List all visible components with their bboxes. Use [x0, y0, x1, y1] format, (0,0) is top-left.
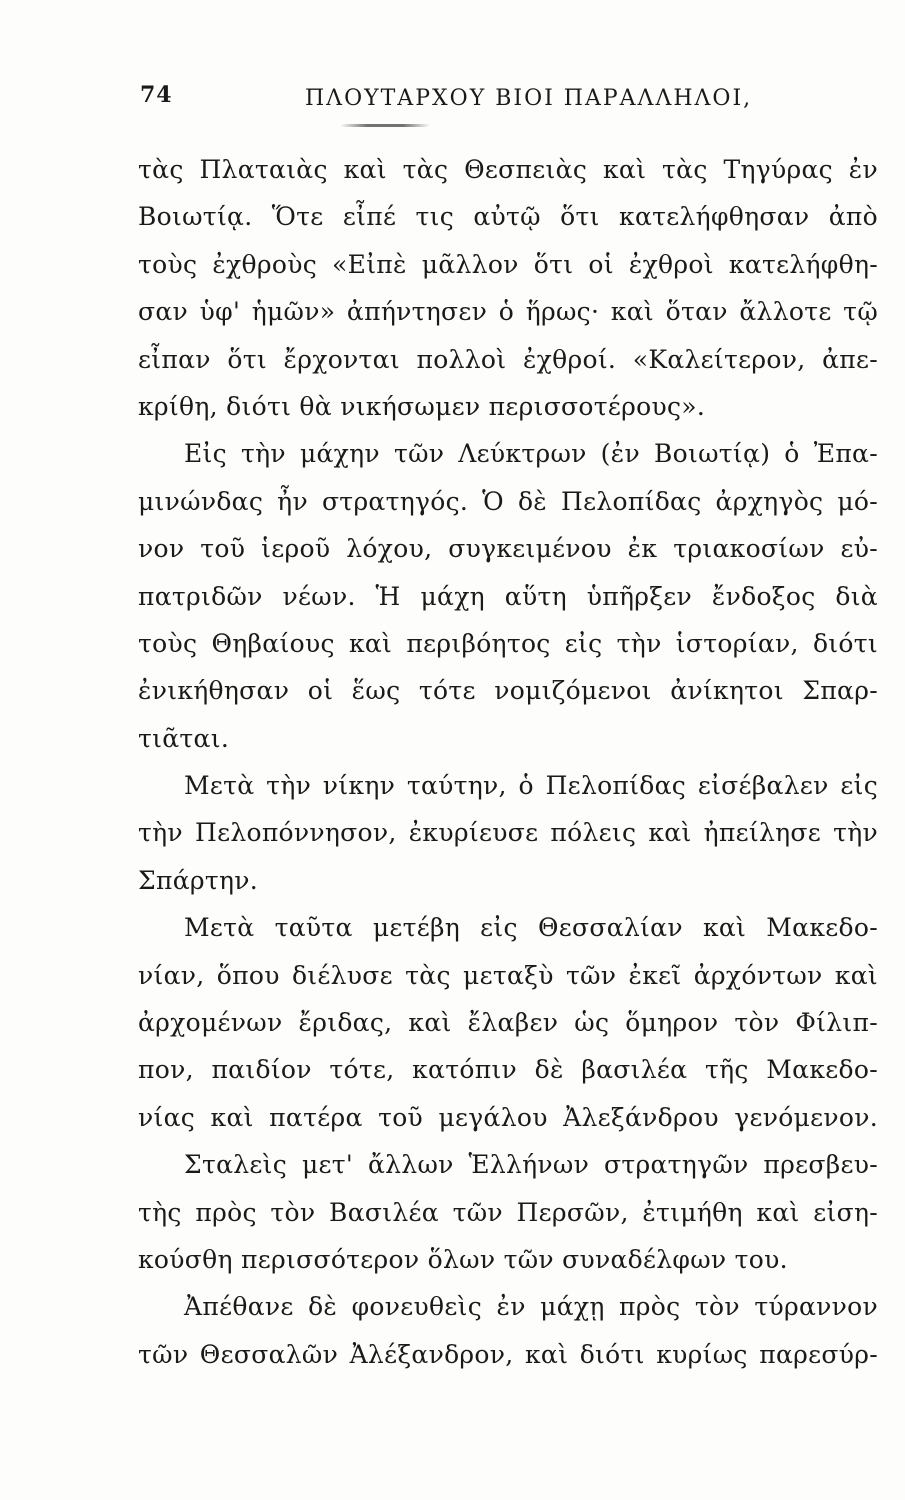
text-line: νον τοῦ ἱεροῦ λόχου, συγκειμένου ἐκ τριακοσίων εὐ-	[138, 534, 878, 564]
text-line: Ἀπέθανε δὲ φονευθεὶς ἐν μάχῃ πρὸς τὸν τύραννον	[184, 1292, 878, 1322]
running-title: ΠΛΟΥΤΑΡΧΟΥ ΒΙΟΙ ΠΑΡΑΛΛΗΛΟΙ,	[305, 86, 753, 111]
text-line: τῶν Θεσσαλῶν Ἀλέξανδρον, καὶ διότι κυρίως παρεσύρ-	[138, 1339, 878, 1369]
text-line: πον, παιδίον τότε, κατόπιν δὲ βασιλέα τῆς Μακεδο-	[138, 1055, 878, 1085]
text-line: τοὺς Θηβαίους καὶ περιβόητος εἰς τὴν ἱστορίαν, διότι	[138, 628, 878, 658]
text-line: Μετὰ ταῦτα μετέβη εἰς Θεσσαλίαν καὶ Μακεδο-	[184, 913, 878, 943]
text-line: μινώνδας ἦν στρατηγός. Ὁ δὲ Πελοπίδας ἀρχηγὸς μό-	[138, 486, 878, 516]
text-line: Σπάρτην.	[138, 865, 259, 895]
text-line: κρίθη, διότι θὰ νικήσωμεν περισσοτέρους».	[138, 391, 706, 421]
text-line: τὴς πρὸς τὸν Βασιλέα τῶν Περσῶν, ἐτιμήθη καὶ εἰση-	[138, 1197, 878, 1227]
text-line: τοὺς ἐχθροὺς «Εἰπὲ μᾶλλον ὅτι οἱ ἐχθροὶ κατελήφθη-	[138, 249, 878, 279]
text-line: τιᾶται.	[138, 723, 230, 753]
page-number: 74	[140, 82, 173, 108]
text-line: Βοιωτίᾳ. Ὅτε εἶπέ τις αὐτῷ ὅτι κατελήφθησαν ἀπὸ	[138, 202, 878, 232]
text-line: εἶπαν ὅτι ἔρχονται πολλοὶ ἐχθροί. «Καλείτερον, ἀπε-	[138, 344, 878, 374]
body-text	[138, 146, 878, 1378]
text-line: τὰς Πλαταιὰς καὶ τὰς Θεσπειὰς καὶ τὰς Τηγύρας ἐν	[138, 155, 878, 184]
text-line: πατριδῶν νέων. Ἡ μάχη αὕτη ὑπῆρξεν ἔνδοξος διὰ	[138, 581, 878, 611]
text-line: Εἰς τὴν μάχην τῶν Λεύκτρων (ἐν Βοιωτίᾳ) ὁ Ἐπα-	[184, 439, 878, 469]
text-line: τὴν Πελοπόννησον, ἐκυρίευσε πόλεις καὶ ἠπείλησε τὴν	[138, 818, 878, 848]
text-line: κούσθη περισσότερον ὅλων τῶν συναδέλφων του.	[138, 1244, 788, 1274]
text-line: ἐνικήθησαν οἱ ἕως τότε νομιζόμενοι ἀνίκητοι Σπαρ-	[138, 676, 878, 706]
text-line: ἀρχομένων ἔριδας, καὶ ἔλαβεν ὡς ὅμηρον τὸν Φίλιπ-	[138, 1008, 878, 1038]
header-rule	[340, 124, 430, 127]
text-line: Σταλεὶς μετ' ἄλλων Ἑλλήνων στρατηγῶν πρεσβευ-	[184, 1150, 878, 1180]
text-line: σαν ὑφ' ἡμῶν» ἀπήντησεν ὁ ἥρως· καὶ ὅταν ἄλλοτε τῷ	[138, 297, 878, 327]
page-header	[140, 78, 880, 118]
text-line: Μετὰ τὴν νίκην ταύτην, ὁ Πελοπίδας εἰσέβαλεν εἰς	[184, 771, 878, 801]
text-line: νίαν, ὅπου διέλυσε τὰς μεταξὺ τῶν ἐκεῖ ἀρχόντων καὶ	[138, 960, 878, 990]
text-line: νίας καὶ πατέρα τοῦ μεγάλου Ἀλεξάνδρου γενόμενον.	[138, 1102, 878, 1132]
